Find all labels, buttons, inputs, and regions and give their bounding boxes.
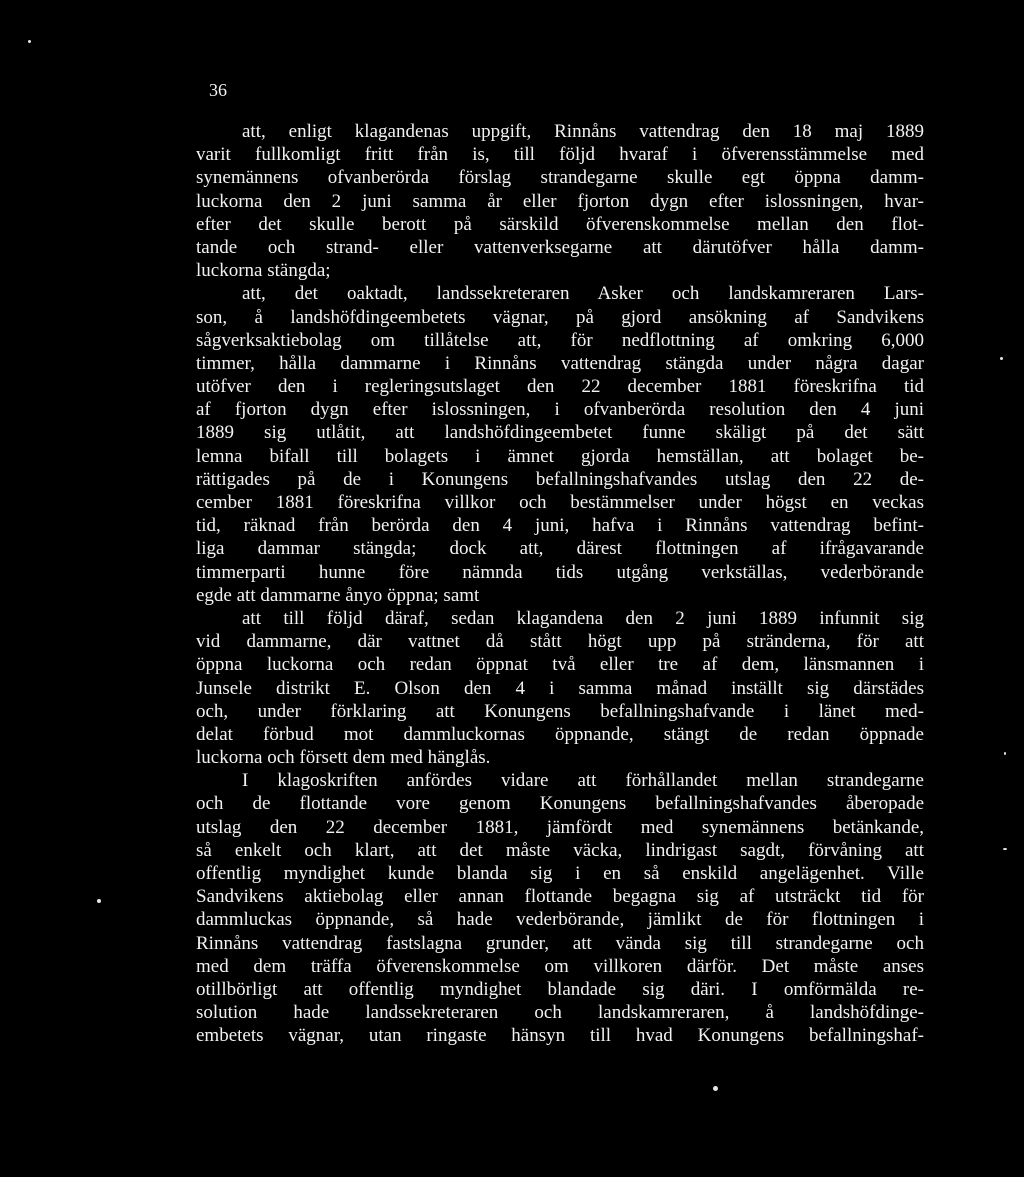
text-line: och de flottande vore genom Konungens befallningshafvandes åberopade [196,793,924,815]
text-line: varit fullkomligt fritt från is, till följd hvaraf i öfverensstämmelse med [196,144,924,166]
text-line: embetets vägnar, utan ringaste hänsyn till hvad Konungens befallningshaf- [196,1025,924,1047]
text-line: synemännens ofvanberörda förslag strandegarne skulle egt öppna damm- [196,167,924,189]
text-line: dammluckas öppnande, så hade vederbörande, jämlikt de för flottningen i [196,909,924,931]
text-line: utslag den 22 december 1881, jämfördt med synemännens betänkande, [196,816,924,838]
text-line: I klagoskriften anfördes vidare att förhållandet mellan strandegarne [242,770,924,792]
text-line: timmer, hålla dammarne i Rinnåns vattendrag stängda under några dagar [196,352,924,374]
text-line: otillbörligt att offentlig myndighet blandade sig däri. I omförmälda re- [196,978,924,1000]
scan-speck [97,899,101,903]
text-line: vid dammarne, där vattnet då stått högt upp på stränderna, för att [196,631,924,653]
scan-speck [1004,752,1006,755]
text-line: luckorna och försett dem med hänglås. [196,747,491,769]
body-text [196,120,924,1048]
scan-speck [1000,357,1003,360]
text-line: Junsele distrikt E. Olson den 4 i samma månad inställt sig därstädes [196,677,924,699]
text-line: solution hade landssekreteraren och landskamreraren, å landshöfdinge- [196,1002,924,1024]
text-line: Rinnåns vattendrag fastslagna grunder, att vända sig till strandegarne och [196,932,924,954]
text-line: rättigades på de i Konungens befallningshafvandes utslag den 22 de- [196,468,924,490]
text-line: efter det skulle berott på särskild öfverenskommelse mellan den flot- [196,213,924,235]
scan-speck [28,40,31,43]
text-line: utöfver den i regleringsutslaget den 22 december 1881 föreskrifna tid [196,376,924,398]
text-line: med dem träffa öfverenskommelse om villkoren därför. Det måste anses [196,955,924,977]
text-line: luckorna stängda; [196,260,331,282]
scan-speck [713,1086,718,1091]
text-line: sågverksaktiebolag om tillåtelse att, för nedflottning af omkring 6,000 [196,329,924,351]
text-line: af fjorton dygn efter islossningen, i ofvanberörda resolution den 4 juni [196,399,924,421]
text-line: öppna luckorna och redan öppnat två eller tre af dem, länsmannen i [196,654,924,676]
text-line: lemna bifall till bolagets i ämnet gjorda hemställan, att bolaget be- [196,445,924,467]
text-line: 1889 sig utlåtit, att landshöfdingeembetet funne skäligt på det sätt [196,422,924,444]
text-line: delat förbud mot dammluckornas öppnande, stängt de redan öppnade [196,723,924,745]
text-line: tande och strand- eller vattenverksegarne att därutöfver hålla damm- [196,236,924,258]
text-line: liga dammar stängda; dock att, därest flottningen af ifrågavarande [196,538,924,560]
page-number: 36 [209,80,227,100]
text-line: Sandvikens aktiebolag eller annan flottande begagna sig af utsträckt tid för [196,886,924,908]
text-line: timmerparti hunne före nämnda tids utgång verkställas, vederbörande [196,561,924,583]
text-line: att, det oaktadt, landssekreteraren Asker och landskamreraren Lars- [242,283,924,305]
scan-speck [1003,848,1007,850]
text-line: och, under förklaring att Konungens befallningshafvande i länet med- [196,700,924,722]
text-line: son, å landshöfdingeembetets vägnar, på gjord ansökning af Sandvikens [196,306,924,328]
text-line: offentlig myndighet kunde blanda sig i en så enskild angelägenhet. Ville [196,863,924,884]
text-line: så enkelt och klart, att det måste väcka, lindrigast sagdt, förvåning att [196,839,924,861]
text-line: tid, räknad från berörda den 4 juni, hafva i Rinnåns vattendrag befint- [196,515,924,537]
text-line: att till följd däraf, sedan klagandena den 2 juni 1889 infunnit sig [242,607,924,629]
text-line: att, enligt klagandenas uppgift, Rinnåns vattendrag den 18 maj 1889 [242,121,924,142]
text-line: egde att dammarne ånyo öppna; samt [196,584,480,606]
text-line: cember 1881 föreskrifna villkor och bestämmelser under högst en veckas [196,492,924,513]
text-line: luckorna den 2 juni samma år eller fjorton dygn efter islossningen, hvar- [196,190,924,212]
